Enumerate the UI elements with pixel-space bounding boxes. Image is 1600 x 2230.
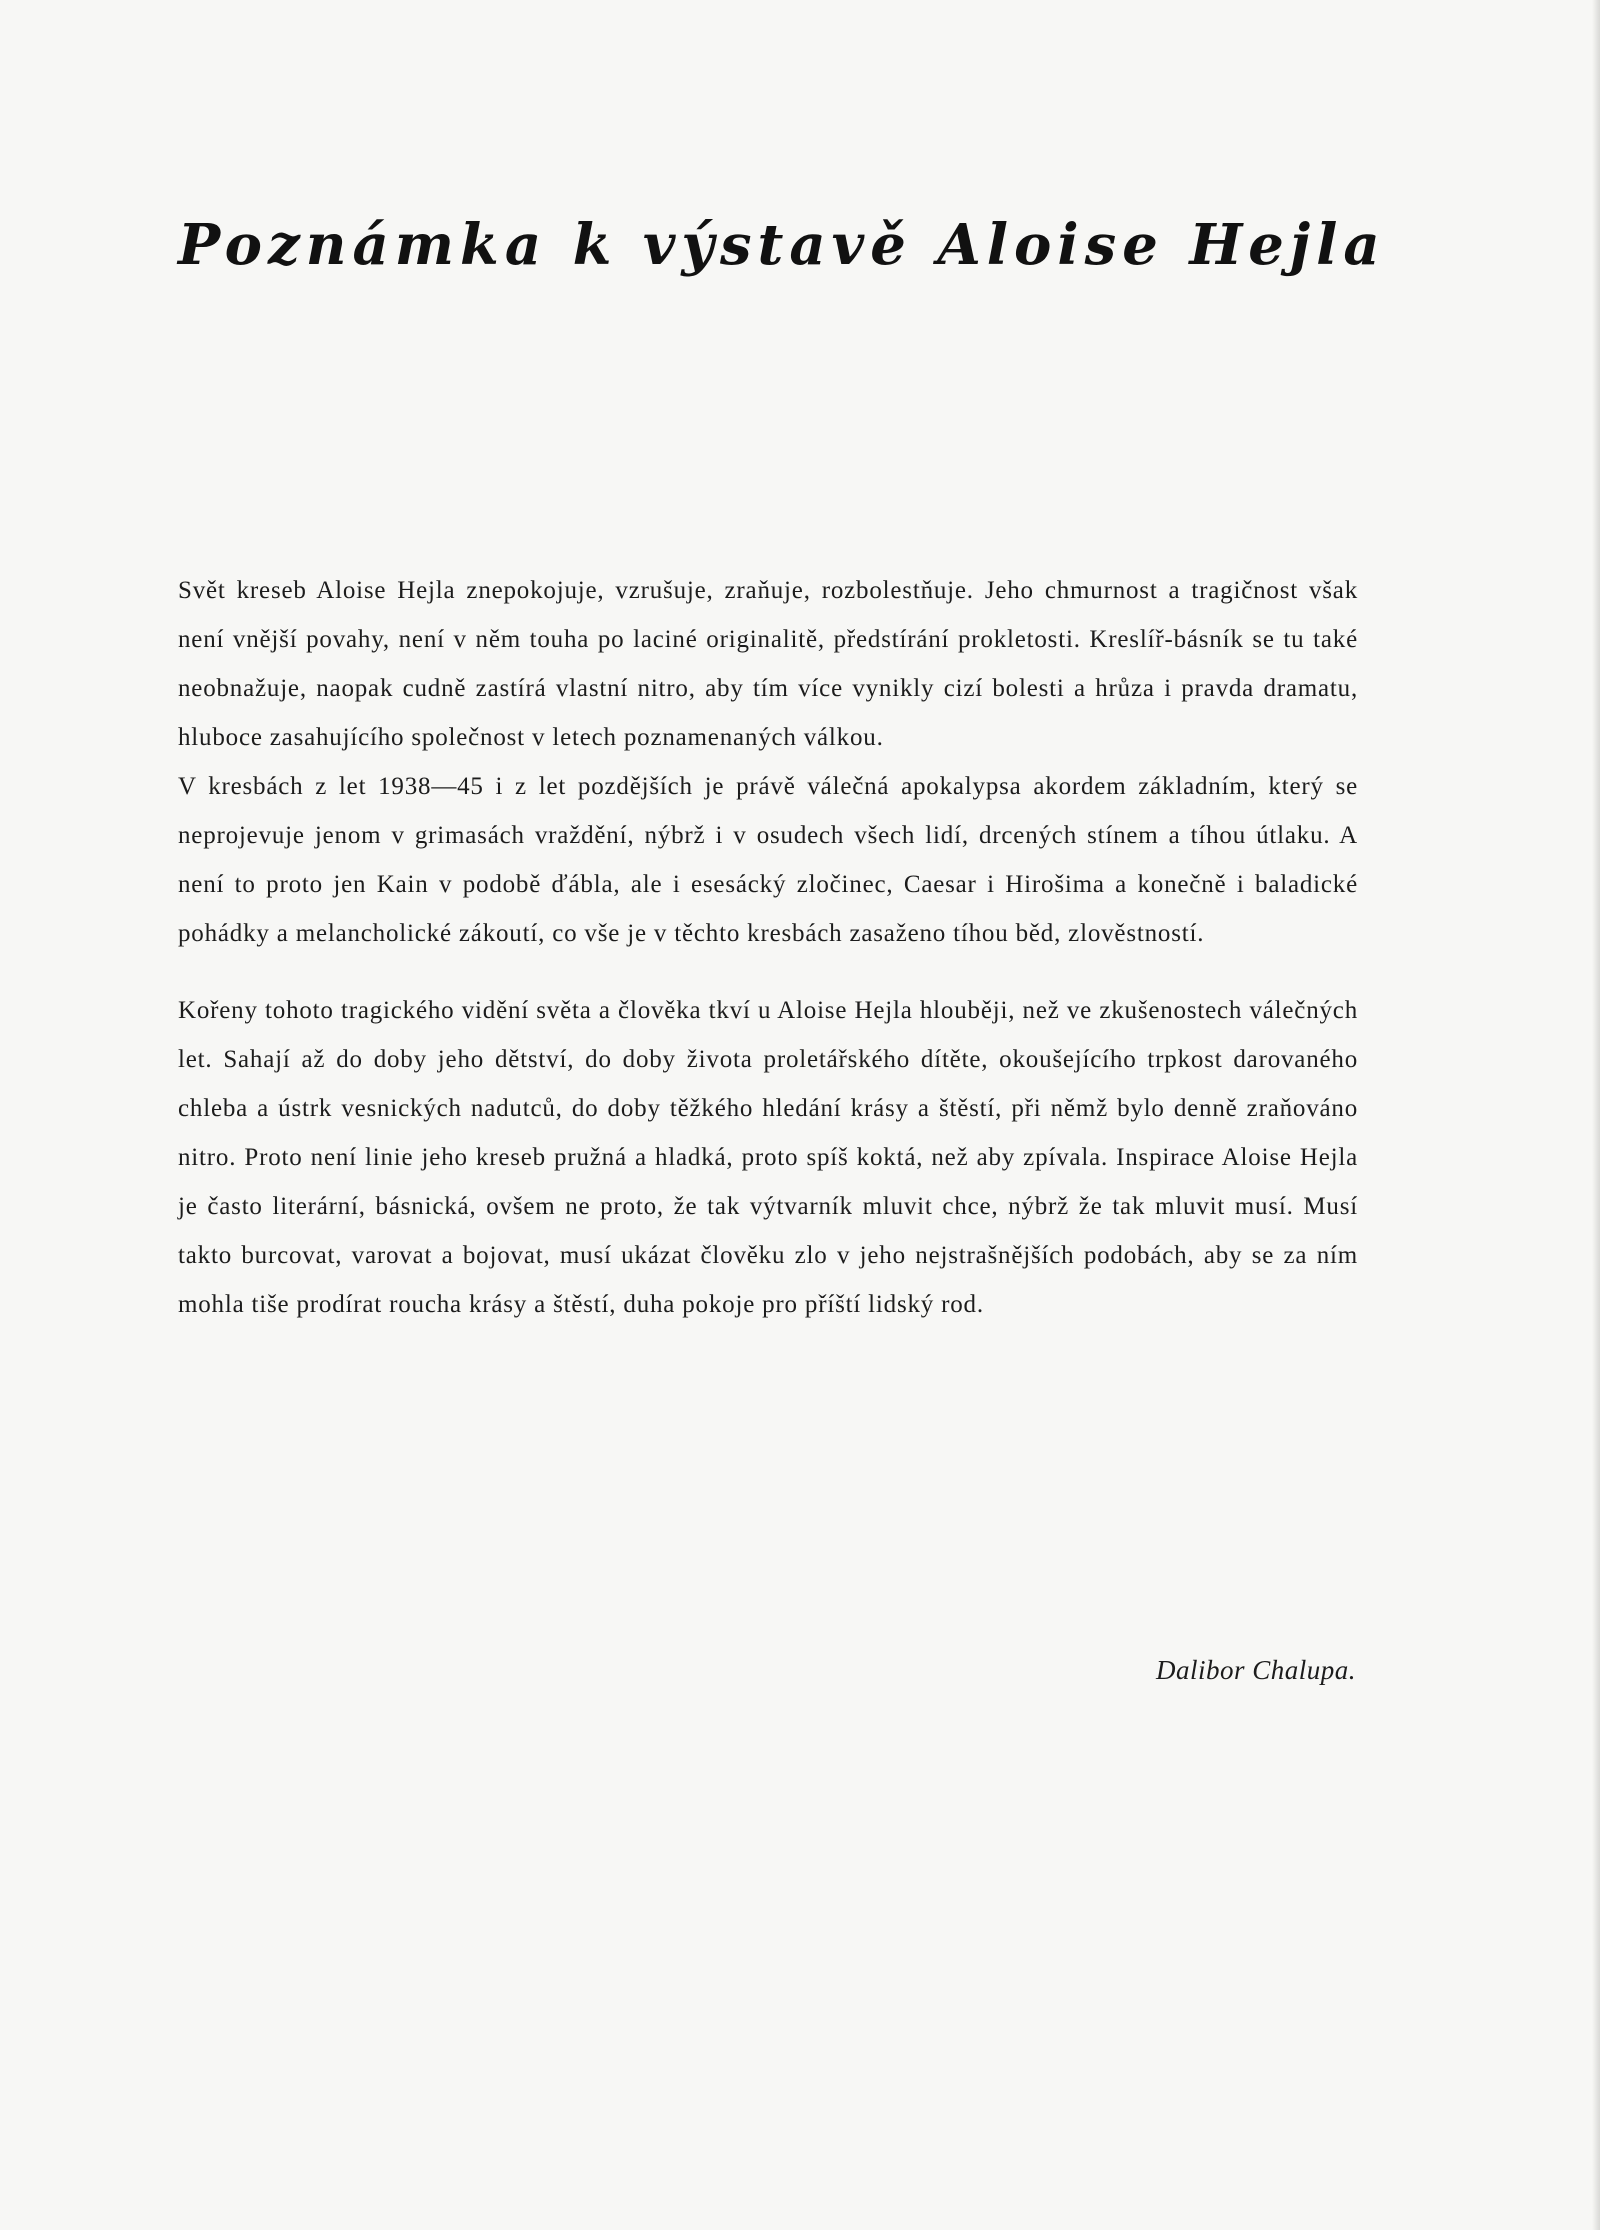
author-signature: Dalibor Chalupa. <box>1155 1655 1356 1685</box>
paragraph-3: Kořeny tohoto tragického vidění světa a člověka tkví u Aloise Hejla hlouběji, než ve zkušenostech válečných let. Sahají až do doby jeho dětství, do doby života proletářského dítěte, okoušejícího trpkost darovaného chleba a ústrk vesnických nadutců, do doby těžkého hledání krásy a štěstí, při němž bylo denně zraňováno nitro. Proto není linie jeho kreseb pružná a hladká, proto spíš koktá, než aby zpívala. Inspirace Aloise Hejla je často literární, básnická, ovšem ne proto, že tak výtvarník mluvit chce, nýbrž že tak mluvit musí. Musí takto burcovat, varovat a bojovat, musí ukázat člověku zlo v jeho nejstrašnějších podobách, aby se za ním mohla tiše prodírat roucha krásy a štěstí, duha pokoje pro příští lidský rod. <box>178 997 1358 1318</box>
paragraph-2: V kresbách z let 1938—45 i z let pozdějších je právě válečná apokalypsa akordem základním, který se neprojevuje jenom v grimasách vraždění, nýbrž i v osudech všech lidí, drcených stínem a tíhou útlaku. A není to proto jen Kain v podobě ďábla, ale i esesácký zločinec, Caesar i Hirošima a konečně i baladické pohádky a melancholické zákoutí, co vše je v těchto kresbách zasaženo tíhou běd, zlověstností. <box>178 773 1358 947</box>
article-body <box>178 566 1358 1329</box>
paragraph-1: Svět kreseb Aloise Hejla znepokojuje, vzrušuje, zraňuje, rozbolestňuje. Jeho chmurnost a tragičnost však není vnější povahy, není v něm touha po laciné originalitě, předstírání prokletosti. Kreslíř-básník se tu také neobnažuje, naopak cudně zastírá vlastní nitro, aby tím více vynikly cizí bolesti a hrůza i pravda dramatu, hluboce zasahujícího společnost v letech poznamenaných válkou. <box>178 577 1358 751</box>
page-edge <box>1592 0 1600 2230</box>
page-title: Poznámka k výstavě Aloise Hejla <box>178 212 1386 278</box>
